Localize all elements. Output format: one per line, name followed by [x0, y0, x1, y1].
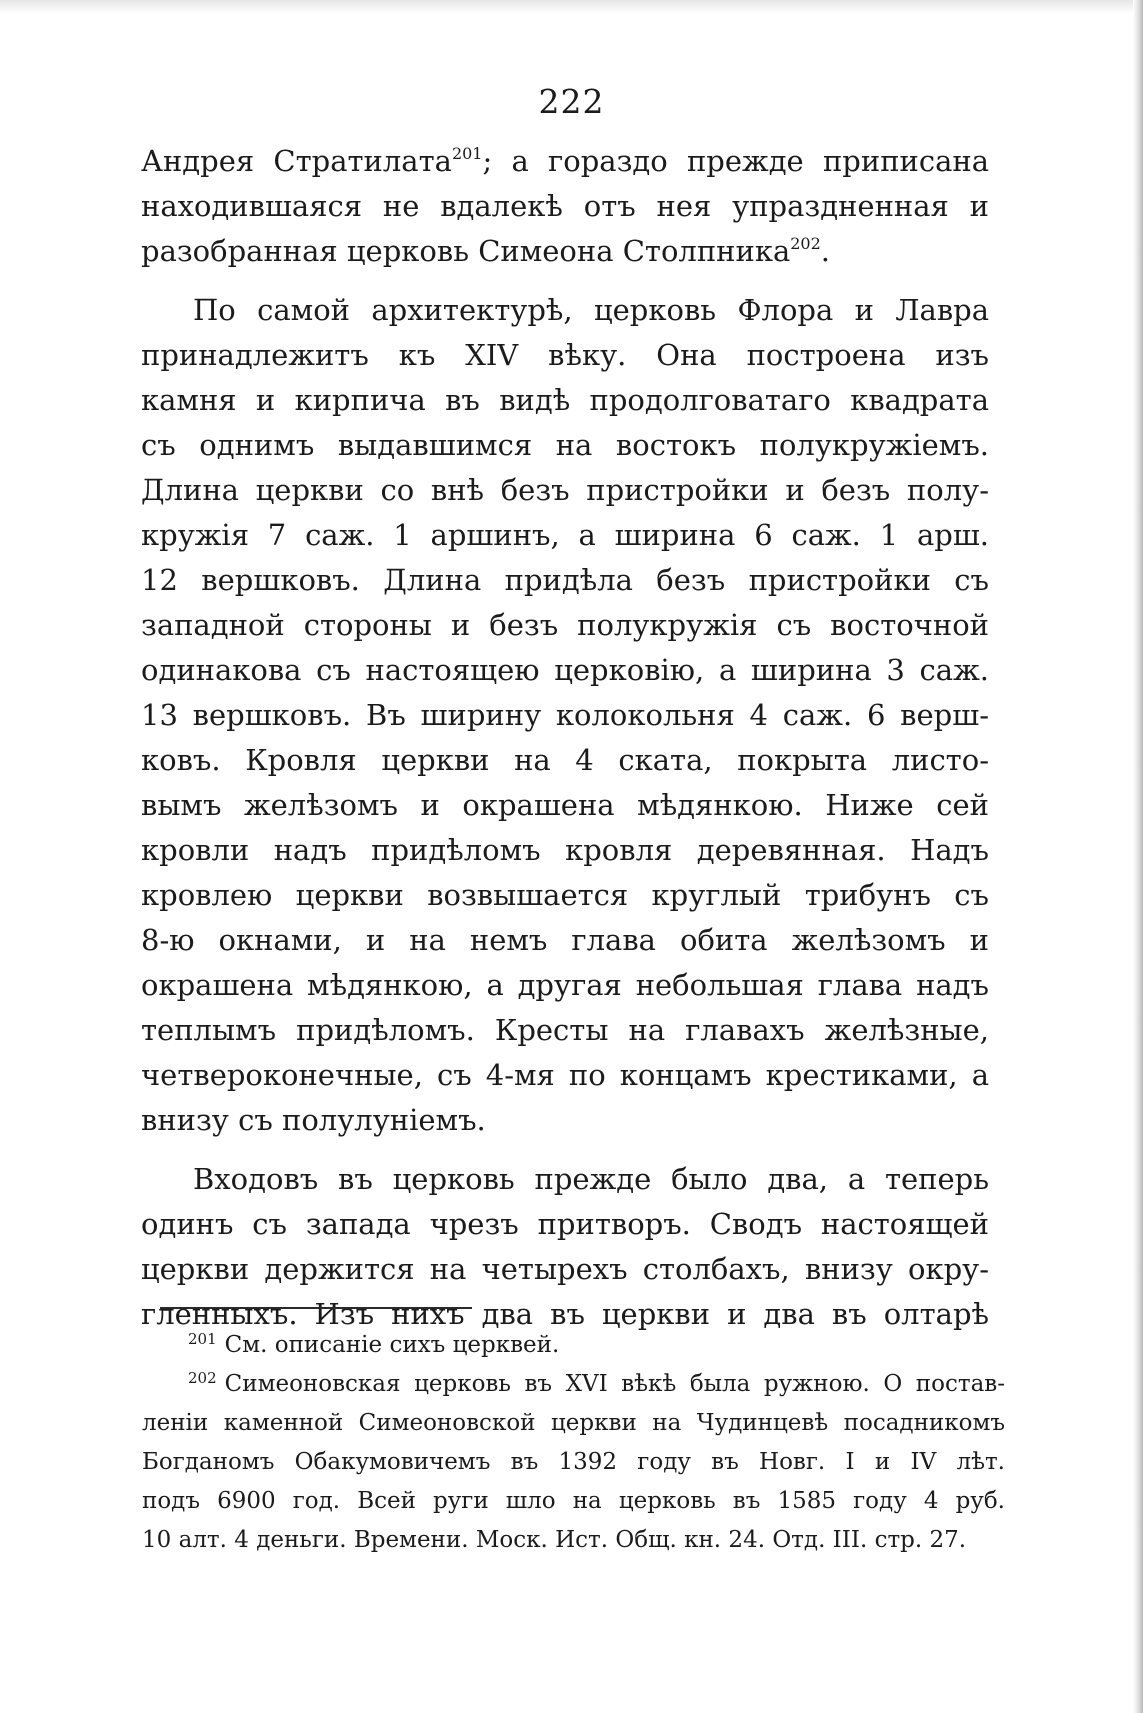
page-top-shadow	[0, 0, 1143, 14]
text-line: разобранная церковь Симеона Столпника$^{202}$.	[141, 234, 831, 268]
text-line: вымъ желѣзомъ и окрашена мѣдянкою. Ниже сей	[141, 788, 989, 822]
text-line: кровлею церкви возвышается круглый трибунъ съ	[141, 878, 989, 912]
text-line: теплымъ придѣломъ. Кресты на главахъ желѣзные,	[141, 1013, 989, 1047]
text-line: 13 вершковъ. Въ ширину колокольня 4 саж. 6 верш-	[141, 698, 989, 732]
page-edge-shadow	[1133, 0, 1143, 1713]
text-line: западной стороны и безъ полукружія съ восточной	[141, 608, 989, 642]
footnote-line: подъ 6900 год. Всей руги шло на церковь въ 1585 году 4 руб.	[142, 1488, 1005, 1514]
footnote-ref-201: 201	[451, 144, 483, 163]
footnote-line: леніи каменной Симеоновской церкви на Чудинцевѣ посадникомъ	[142, 1410, 1005, 1436]
text-line: съ однимъ выдавшимся на востокъ полукружіемъ.	[141, 428, 989, 462]
text-line: принадлежитъ къ XIV вѣку. Она построена изъ	[141, 338, 989, 372]
text-line: 12 вершковъ. Длина придѣла безъ пристройки съ	[141, 563, 989, 597]
footnote-marker: 202	[188, 1369, 217, 1387]
page-number: 222	[538, 82, 605, 121]
text-line: По самой архитектурѣ, церковь Флора и Лавра	[193, 293, 989, 327]
text-line: Входовъ въ церковь прежде было два, а теперь	[193, 1162, 989, 1196]
text-line: одинакова съ настоящею церковію, а ширина 3 саж.	[141, 653, 989, 687]
text-line: церкви держится на четырехъ столбахъ, внизу окру-	[141, 1252, 989, 1286]
text-line: Андрея Стратилата$^{201}$; а гораздо прежде приписана	[141, 144, 989, 178]
footnote-202: $^{202}$ Симеоновская церковь въ XVI вѣкѣ была ружною. О постав-	[188, 1369, 1005, 1397]
text-line: ковъ. Кровля церкви на 4 ската, покрыта листо-	[141, 743, 989, 777]
text-line: четвероконечные, съ 4-мя по концамъ крестиками, а	[141, 1058, 989, 1092]
text-line: Длина церкви со внѣ безъ пристройки и безъ полу-	[141, 473, 989, 507]
text-line: одинъ съ запада чрезъ притворъ. Сводъ настоящей	[141, 1207, 989, 1241]
text-line: окрашена мѣдянкою, а другая небольшая глава надъ	[141, 968, 989, 1002]
text-line: камня и кирпича въ видѣ продолговатаго квадрата	[141, 383, 989, 417]
text-line: находившаяся не вдалекѣ отъ нея упраздненная и	[141, 189, 989, 223]
text-line: кружія 7 саж. 1 аршинъ, а ширина 6 саж. 1 арш.	[141, 518, 989, 552]
footnote-line: Богданомъ Обакумовичемъ въ 1392 году въ Новг. I и IV лѣт.	[142, 1449, 1005, 1475]
text-line: внизу съ полулуніемъ.	[141, 1103, 486, 1137]
footnote-divider	[160, 1307, 472, 1309]
text-line: гленныхъ. Изъ нихъ два въ церкви и два въ олтарѣ	[141, 1297, 989, 1331]
text-line: кровли надъ придѣломъ кровля деревянная. Надъ	[141, 833, 989, 867]
footnote-ref-202: 202	[790, 234, 821, 253]
footnote-201: $^{201}$ См. описаніе сихъ церквей.	[188, 1330, 560, 1358]
footnotes	[142, 1326, 1005, 1560]
footnote-line: 10 алт. 4 деньги. Времени. Моск. Ист. Общ. кн. 24. Отд. III. стр. 27.	[142, 1527, 967, 1553]
footnote-marker: 201	[188, 1330, 217, 1348]
main-text	[141, 139, 989, 1337]
text-line: 8-ю окнами, и на немъ глава обита желѣзомъ и	[141, 923, 989, 957]
